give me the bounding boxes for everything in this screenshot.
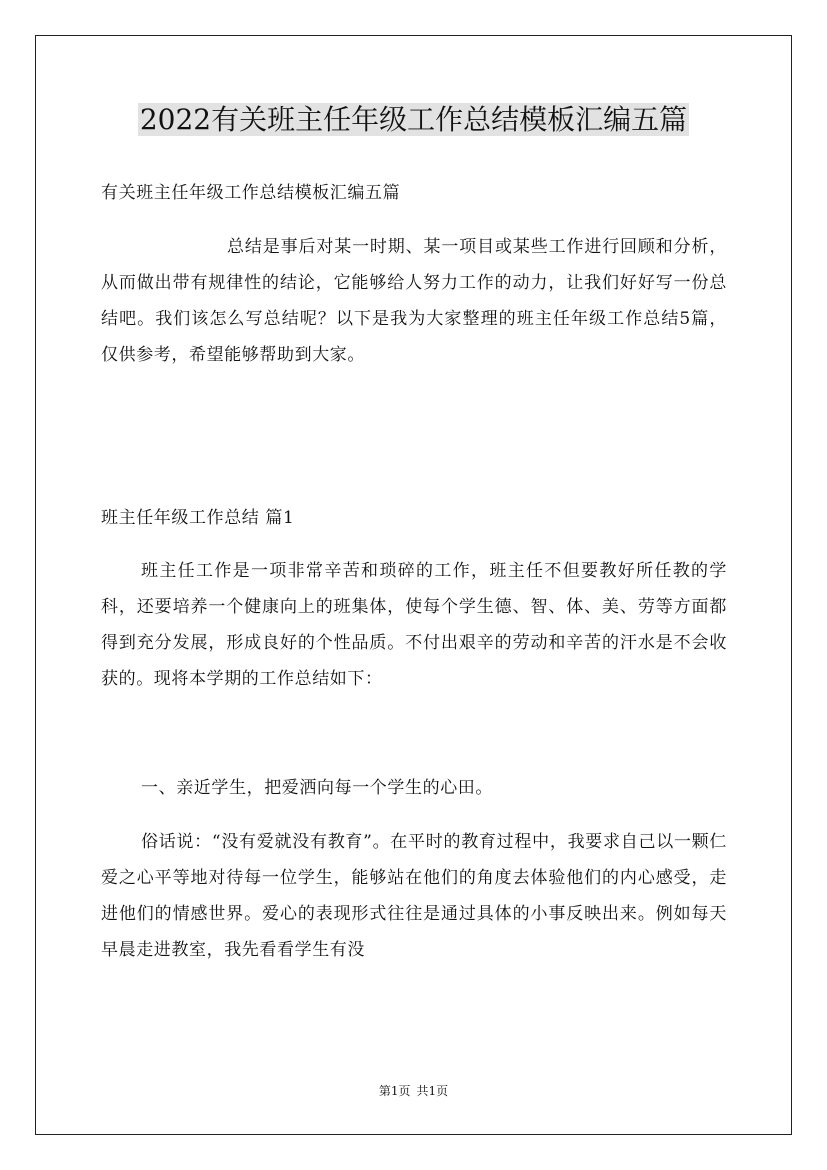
document-subtitle: 有关班主任年级工作总结模板汇编五篇 xyxy=(101,183,401,203)
body-paragraph-1: 班主任工作是一项非常辛苦和琐碎的工作，班主任不但要教好所任教的学科，还要培养一个健康向上的班集体，使每个学生德、智、体、美、劳等方面都得到充分发展，形成良好的个性品质。不付出艰辛的劳动和辛苦的汗水是不会收获的。现将本学期的工作总结如下： xyxy=(101,561,727,689)
intro-paragraph: 总结是事后对某一时期、某一项目或某些工作进行回顾和分析，从而做出带有规律性的结论，它能够给人努力工作的动力，让我们好好写一份总结吧。我们该怎么写总结呢？以下是我为大家整理的班主任年级工作总结5篇，仅供参考，希望能够帮助到大家。 xyxy=(101,237,727,365)
document-title xyxy=(0,100,827,140)
body-paragraph-2: 俗话说：“没有爱就没有教育”。在平时的教育过程中，我要求自己以一颗仁爱之心平等地对待每一位学生，能够站在他们的角度去体验他们的内心感受，走进他们的情感世界。爱心的表现形式往往是通过具体的小事反映出来。例如每天早晨走进教室，我先看看学生有没 xyxy=(101,832,727,960)
page-number-total: 共1页 xyxy=(416,1084,449,1098)
section-heading: 班主任年级工作总结 篇1 xyxy=(101,508,295,528)
page-footer xyxy=(0,1083,827,1099)
subsection-heading: 一、亲近学生，把爱洒向每一个学生的心田。 xyxy=(141,778,493,798)
page-number-current: 第1页 xyxy=(378,1084,411,1098)
document-title-text: 2022有关班主任年级工作总结模板汇编五篇 xyxy=(139,103,688,136)
